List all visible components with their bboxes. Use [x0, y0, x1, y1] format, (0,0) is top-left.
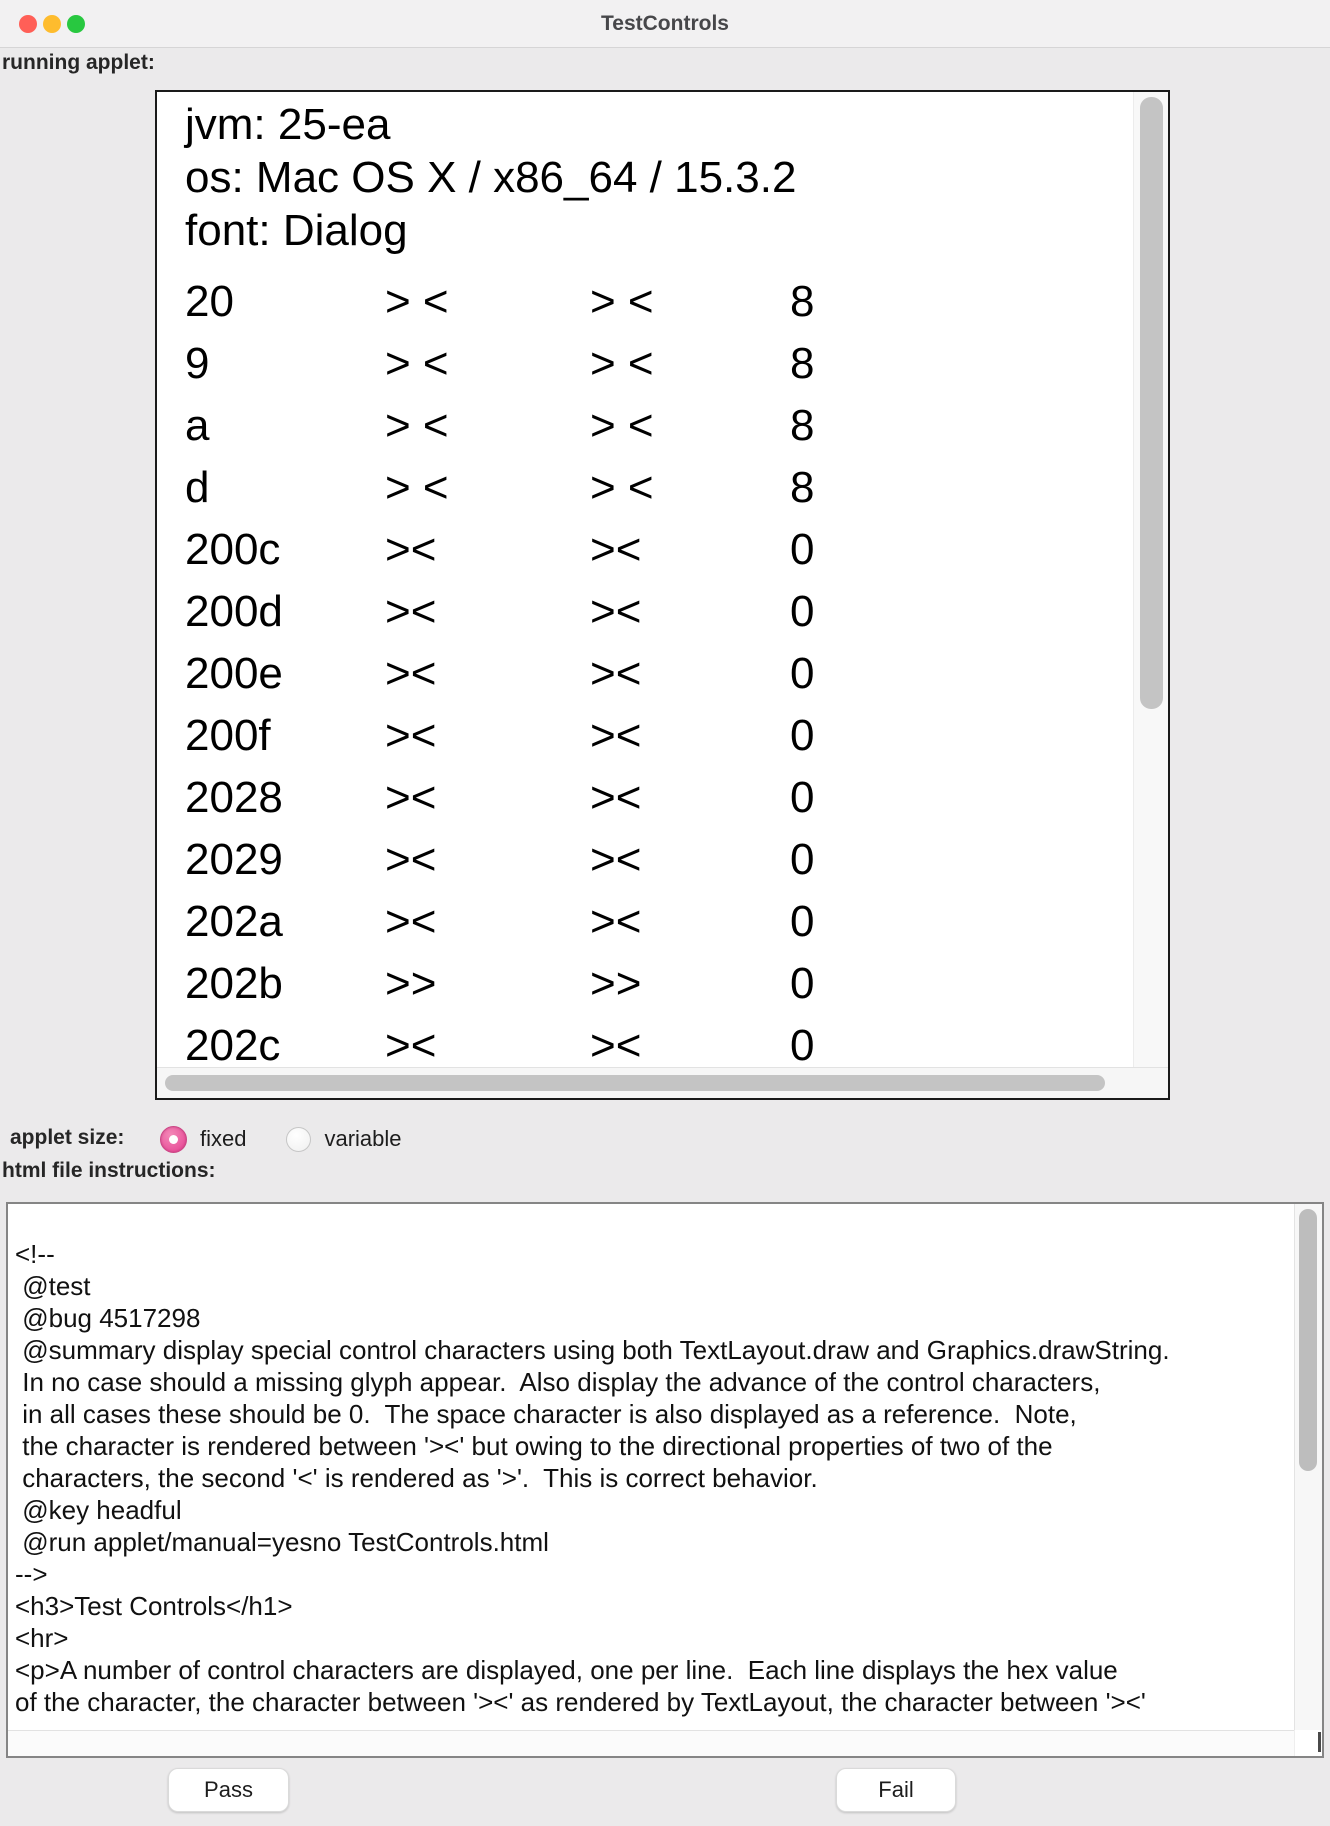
textlayout-render: ><	[385, 649, 437, 698]
drawstring-render: ><	[590, 711, 642, 760]
drawstring-render: >>	[590, 959, 642, 1008]
textlayout-render: ><	[385, 835, 437, 884]
advance-value: 8	[790, 401, 815, 450]
instructions-line: of the character, the character between '><' as rendered by TextLayout, the character between '><'	[15, 1687, 1146, 1717]
textlayout-render: ><	[385, 773, 437, 822]
drawstring-render: ><	[590, 835, 642, 884]
radio-variable[interactable]	[286, 1127, 311, 1152]
advance-value: 0	[790, 587, 815, 636]
table-row	[185, 767, 1133, 829]
textlayout-render: >>	[385, 959, 437, 1008]
instructions-line: @run applet/manual=yesno TestControls.html	[15, 1527, 549, 1557]
drawstring-render: ><	[590, 525, 642, 574]
instructions-line: in all cases these should be 0. The space character is also displayed as a reference. Note,	[15, 1399, 1077, 1429]
radio-variable-label[interactable]: variable	[324, 1126, 402, 1151]
table-row	[185, 643, 1133, 705]
char-hex: 200e	[185, 649, 283, 698]
applet-vertical-scrollbar-thumb[interactable]	[1140, 97, 1163, 709]
table-row	[185, 333, 1133, 395]
table-row	[185, 1015, 1133, 1067]
instructions-line: -->	[15, 1559, 48, 1589]
instructions-line: <hr>	[15, 1623, 69, 1653]
drawstring-render: > <	[590, 277, 654, 326]
table-row	[185, 953, 1133, 1015]
instructions-line: @bug 4517298	[15, 1303, 201, 1333]
char-hex: a	[185, 401, 210, 450]
control-char-table	[185, 271, 1133, 1067]
advance-value: 8	[790, 339, 815, 388]
char-hex: d	[185, 463, 210, 512]
applet-canvas	[157, 92, 1133, 1067]
drawstring-render: ><	[590, 773, 642, 822]
drawstring-render: > <	[590, 401, 654, 450]
advance-value: 0	[790, 835, 815, 884]
instructions-line: @summary display special control characters using both TextLayout.draw and Graphics.drawString.	[15, 1335, 1170, 1365]
textlayout-render: ><	[385, 587, 437, 636]
os-info-line: os: Mac OS X / x86_64 / 15.3.2	[185, 153, 797, 202]
advance-value: 8	[790, 277, 815, 326]
applet-vertical-scrollbar[interactable]	[1133, 92, 1168, 1067]
textlayout-render: > <	[385, 463, 449, 512]
instructions-textarea[interactable]	[6, 1202, 1324, 1758]
instructions-vertical-scrollbar-thumb[interactable]	[1299, 1209, 1317, 1471]
table-row	[185, 705, 1133, 767]
table-row	[185, 457, 1133, 519]
drawstring-render: ><	[590, 897, 642, 946]
char-hex: 2029	[185, 835, 283, 884]
instructions-line: In no case should a missing glyph appear. Also display the advance of the control characters,	[15, 1367, 1101, 1397]
instructions-line: characters, the second '<' is rendered as '>'. This is correct behavior.	[15, 1463, 818, 1493]
advance-value: 0	[790, 897, 815, 946]
char-hex: 202c	[185, 1021, 281, 1067]
char-hex: 200d	[185, 587, 283, 636]
advance-value: 0	[790, 1021, 815, 1067]
table-row	[185, 519, 1133, 581]
scrollbar-corner	[1294, 1730, 1322, 1756]
titlebar	[0, 0, 1330, 48]
table-row	[185, 271, 1133, 333]
applet-horizontal-scrollbar-thumb[interactable]	[165, 1075, 1105, 1091]
instructions-horizontal-scrollbar[interactable]	[8, 1730, 1294, 1756]
drawstring-render: > <	[590, 339, 654, 388]
char-hex: 20	[185, 277, 234, 326]
textlayout-render: > <	[385, 401, 449, 450]
html-file-instructions-label: html file instructions:	[2, 1159, 216, 1182]
applet-size-radio-group	[160, 1122, 402, 1156]
instructions-line: @test	[15, 1271, 91, 1301]
instructions-line: <h3>Test Controls</h1>	[15, 1591, 293, 1621]
char-hex: 200c	[185, 525, 281, 574]
instructions-text	[8, 1204, 1294, 1730]
drawstring-render: ><	[590, 1021, 642, 1067]
fail-button[interactable]: Fail	[836, 1768, 956, 1812]
textlayout-render: > <	[385, 339, 449, 388]
advance-value: 0	[790, 711, 815, 760]
running-applet-label: running applet:	[2, 51, 155, 74]
drawstring-render: > <	[590, 463, 654, 512]
radio-fixed[interactable]	[160, 1126, 187, 1153]
char-hex: 202a	[185, 897, 283, 946]
textlayout-render: ><	[385, 1021, 437, 1067]
char-hex: 202b	[185, 959, 283, 1008]
table-row	[185, 581, 1133, 643]
drawstring-render: ><	[590, 587, 642, 636]
char-hex: 9	[185, 339, 210, 388]
window-title: TestControls	[601, 12, 729, 35]
advance-value: 0	[790, 525, 815, 574]
advance-value: 8	[790, 463, 815, 512]
instructions-line: <p>A number of control characters are displayed, one per line. Each line displays the hex value	[15, 1655, 1118, 1685]
advance-value: 0	[790, 959, 815, 1008]
applet-size-label: applet size:	[10, 1126, 125, 1149]
instructions-line: the character is rendered between '><' but owing to the directional properties of two of the	[15, 1431, 1053, 1461]
advance-value: 0	[790, 649, 815, 698]
table-row	[185, 891, 1133, 953]
font-info-line: font: Dialog	[185, 206, 408, 255]
instructions-line: @key headful	[15, 1495, 182, 1525]
table-row	[185, 395, 1133, 457]
textlayout-render: ><	[385, 897, 437, 946]
applet-horizontal-scrollbar[interactable]	[157, 1067, 1168, 1098]
applet-panel	[155, 90, 1170, 1100]
advance-value: 0	[790, 773, 815, 822]
drawstring-render: ><	[590, 649, 642, 698]
pass-button[interactable]: Pass	[168, 1768, 289, 1812]
textlayout-render: ><	[385, 711, 437, 760]
textlayout-render: ><	[385, 525, 437, 574]
instructions-line: <!--	[15, 1239, 55, 1269]
char-hex: 200f	[185, 711, 271, 760]
instructions-vertical-scrollbar[interactable]	[1294, 1204, 1322, 1730]
table-row	[185, 829, 1133, 891]
jvm-info-line: jvm: 25-ea	[185, 100, 391, 149]
char-hex: 2028	[185, 773, 283, 822]
radio-fixed-label[interactable]: fixed	[200, 1126, 247, 1151]
textlayout-render: > <	[385, 277, 449, 326]
